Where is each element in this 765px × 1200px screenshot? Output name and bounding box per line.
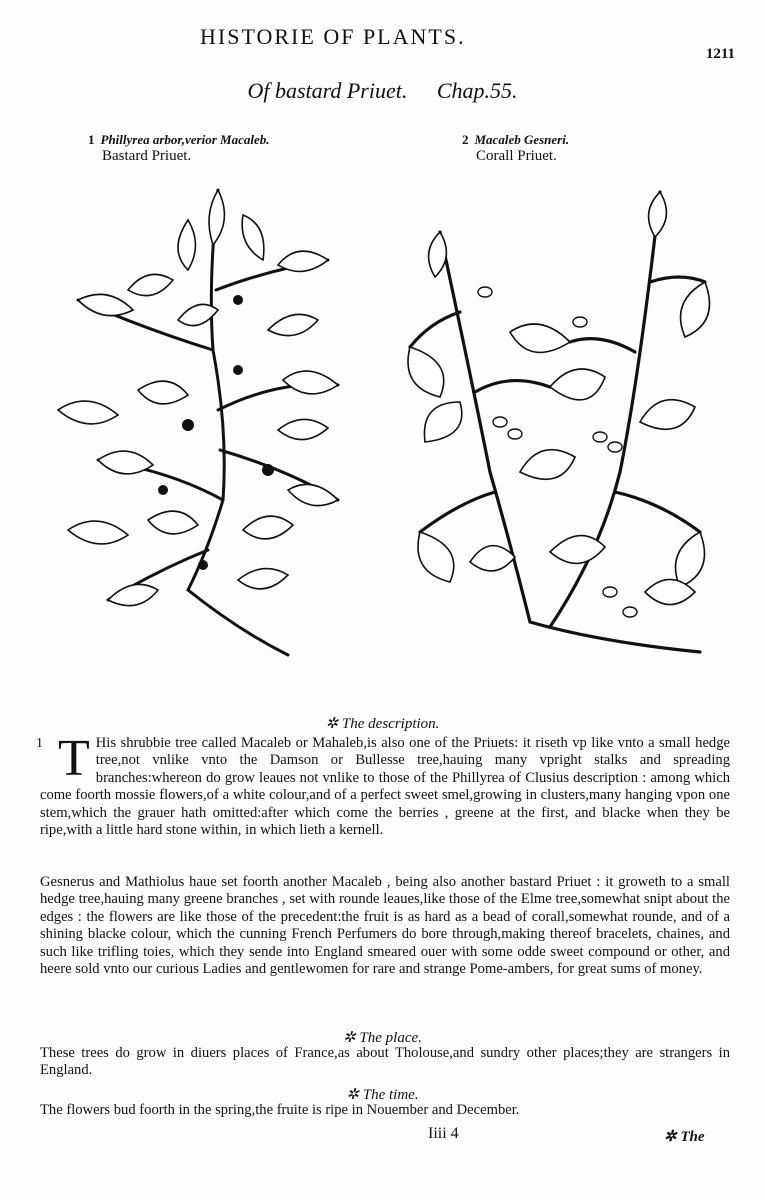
drop-cap: T: [58, 730, 90, 787]
running-title: HISTORIE OF PLANTS.: [200, 24, 466, 49]
paragraph-number: 1: [36, 736, 43, 751]
description-paragraph-2: Gesnerus and Mathiolus haue set foorth another Macaleb , being also another bastard Priuet : it groweth to a small hedge tree,hauing many greene branches , set with rounde leaues,like those of the Elme tree,somewhat snipt about the edges : the flowers are like those of the precedent:the fruit is as hard as a bead of corall,somewhat rounde, and of a shining blacke colour, which the cunning French Perfumers do bore through,making thereof bracelets, chaines, and such like trifling toies, which they sende into England smeared ouer with some odde sweet compound or other, and heere sold vnto our curious Ladies and gentlewomen for rare and strange Pome-ambers, for great sums of money.: [40, 874, 730, 978]
woodcut-corall-priuet: [400, 172, 720, 672]
figure-caption-1: [88, 132, 270, 165]
time-paragraph: The flowers bud foorth in the spring,the fruite is ripe in Nouember and December.: [40, 1102, 520, 1118]
section-heading-time: ✲ The time.: [346, 1087, 419, 1103]
chapter-title: Of bastard Priuet.: [247, 78, 408, 103]
chapter-heading: [0, 78, 765, 104]
catchword: ✲ The: [664, 1129, 705, 1145]
section-heading-place: ✲ The place.: [343, 1030, 422, 1046]
place-paragraph: These trees do grow in diuers places of France,as about Tholouse,and sundry other places;they are strangers in England.: [40, 1045, 730, 1079]
chapter-number: Chap.55.: [436, 78, 518, 103]
figure-caption-2: [462, 132, 569, 165]
page-number: 1211: [705, 46, 735, 62]
signature-mark: Iiii 4: [428, 1125, 459, 1142]
woodcut-bastard-priuet: [38, 170, 368, 670]
figure-common-name: Corall Priuet.: [476, 148, 557, 164]
running-head: [0, 24, 765, 62]
figure-latin-name: 1 Phillyrea arbor,verior Macaleb.: [88, 132, 270, 147]
figure-common-name: Bastard Priuet.: [102, 148, 192, 164]
description-paragraph-1: [36, 730, 730, 839]
description-text-1: His shrubbie tree called Macaleb or Mahaleb,is also one of the Priuets: it riseth vp like vnto a small hedge tree,not vnlike vnto the Damson or Bullesse tree,hauing many vpright stalks and spreading branches:whereon do grow leaues not vnlike to those of the Phillyrea of Clusius description : among which come foorth mossie flowers,of a white colour,and of a perfect sweet smel,growing in clusters,many hanging vpon one stem,which the grauer hath omitted:after which come the berries , greene at the first, and blacke when they be ripe,with a little hard stone within, in which lieth a kernell.: [40, 735, 730, 839]
figure-latin-name: 2 Macaleb Gesneri.: [462, 132, 570, 147]
section-heading-description: ✲ The description.: [325, 716, 440, 732]
